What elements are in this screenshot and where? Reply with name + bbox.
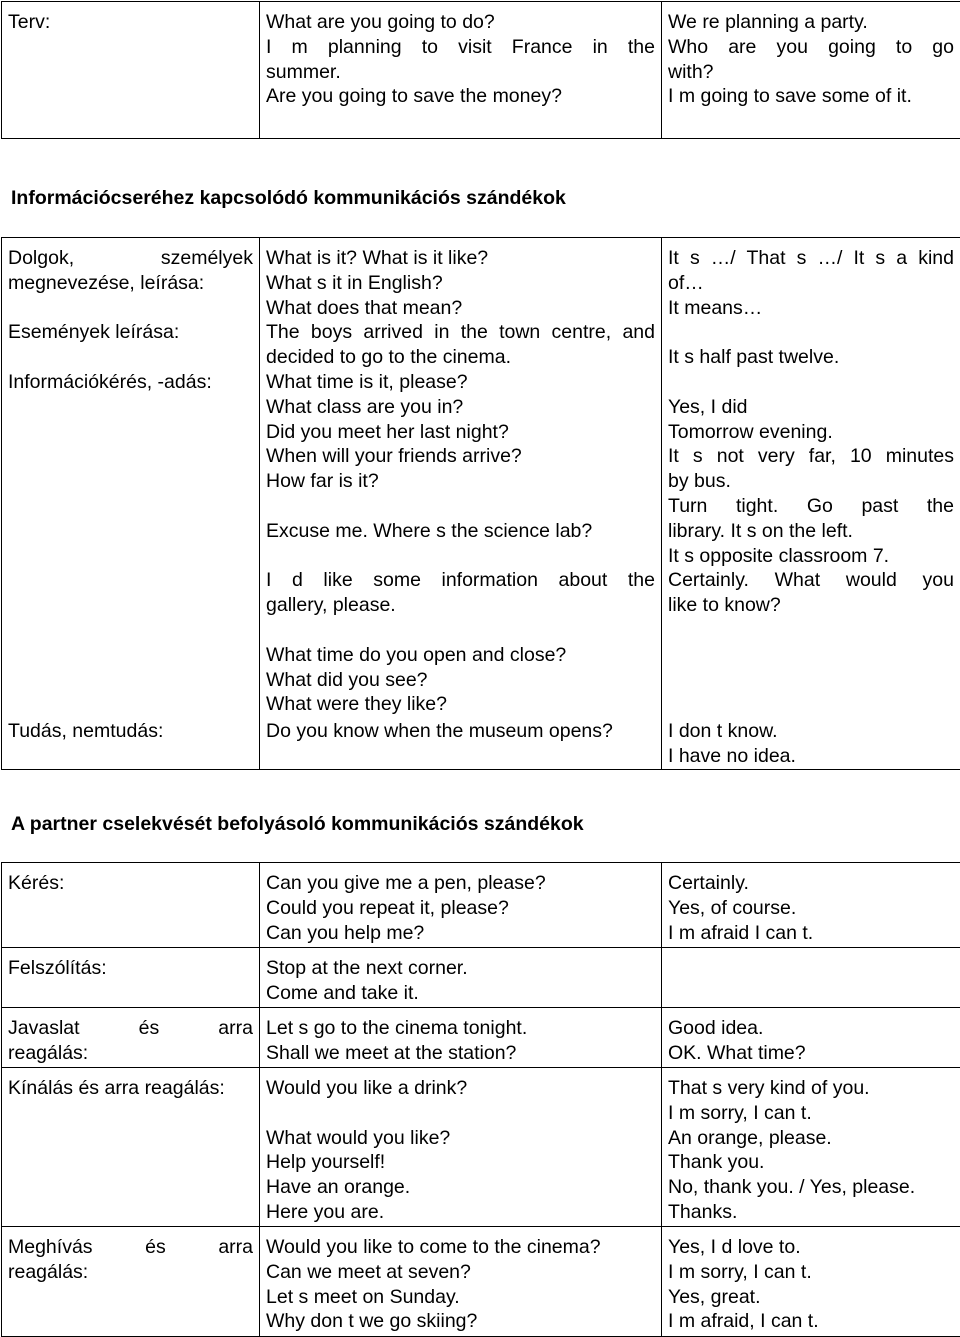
example-line: Could you repeat it, please? (266, 896, 655, 921)
response-line: We re planning a party. (668, 10, 954, 35)
response-line: library. It s on the left. (668, 519, 954, 544)
response-line: Good idea. (668, 1016, 954, 1041)
table-row (2, 1068, 960, 1227)
example-cell (260, 1008, 662, 1068)
table-row (2, 948, 960, 1008)
example-line: Help yourself! (266, 1150, 655, 1175)
row-label: Terv: (8, 10, 253, 35)
example-line: What time do you open and close? (266, 643, 655, 668)
row-label-cell (2, 1068, 260, 1227)
table-row (2, 2, 960, 139)
example-cell (260, 320, 662, 370)
example-cell (260, 1227, 662, 1337)
example-line: What is it? What is it like? (266, 246, 655, 271)
example-line: What class are you in? (266, 395, 655, 420)
response-cell (662, 863, 960, 948)
response-line: by bus. (668, 469, 954, 494)
row-label-cell (2, 1227, 260, 1337)
response-cell (662, 948, 960, 1008)
response-line: I m afraid I can t. (668, 921, 954, 946)
response-line: OK. What time? (668, 1041, 954, 1066)
influence-table (1, 862, 960, 1337)
response-cell (662, 1227, 960, 1337)
row-label: reagálás: (8, 1041, 253, 1066)
table-row (2, 717, 960, 769)
example-cell (260, 717, 662, 769)
response-cell (662, 238, 960, 718)
response-cell (662, 1068, 960, 1227)
example-line: Stop at the next corner. (266, 956, 655, 981)
response-line (668, 370, 954, 395)
example-cell (260, 238, 662, 321)
response-line: of… (668, 271, 954, 296)
example-cell (260, 948, 662, 1008)
row-label-cell (2, 238, 260, 321)
response-line: It means… (668, 296, 954, 321)
row-label: Információkérés, -adás: (8, 370, 253, 395)
response-line: It s opposite classroom 7. (668, 544, 954, 569)
example-line: summer. (266, 60, 655, 85)
example-line: What are you going to do? (266, 10, 655, 35)
row-label-cell (2, 2, 260, 139)
table-row (2, 1227, 960, 1337)
example-line: decided to go to the cinema. (266, 345, 655, 370)
response-line: Certainly. (668, 871, 954, 896)
example-line: The boys arrived in the town centre, and (266, 320, 655, 345)
response-line: Thank you. (668, 1150, 954, 1175)
example-line: Would you like a drink? (266, 1076, 655, 1101)
section-heading: Információcseréhez kapcsolódó kommunikációs szándékok (11, 187, 566, 210)
example-cell (260, 370, 662, 717)
section-heading: A partner cselekvését befolyásoló kommunikációs szándékok (11, 813, 584, 836)
example-line: Have an orange. (266, 1175, 655, 1200)
response-line: I m afraid, I can t. (668, 1309, 954, 1334)
example-cell (260, 1068, 662, 1227)
plan-table (1, 1, 960, 139)
row-label-cell (2, 863, 260, 948)
row-label: reagálás: (8, 1260, 253, 1285)
response-line: Turn tight. Go past the (668, 494, 954, 519)
response-cell (662, 1008, 960, 1068)
example-line: When will your friends arrive? (266, 444, 655, 469)
row-label: Meghívás és arra (8, 1235, 253, 1260)
row-label-cell (2, 320, 260, 370)
response-line: That s very kind of you. (668, 1076, 954, 1101)
example-line: Did you meet her last night? (266, 420, 655, 445)
response-line: with? (668, 60, 954, 85)
example-line: Would you like to come to the cinema? (266, 1235, 655, 1260)
info-exchange-table (1, 237, 960, 770)
example-line: I m planning to visit France in the (266, 35, 655, 60)
response-line: Who are you going to go (668, 35, 954, 60)
response-line: Yes, I d love to. (668, 1235, 954, 1260)
example-line: What does that mean? (266, 296, 655, 321)
response-line: It s half past twelve. (668, 345, 954, 370)
response-line: Yes, great. (668, 1285, 954, 1310)
example-line: What s it in English? (266, 271, 655, 296)
example-line: Do you know when the museum opens? (266, 719, 655, 744)
row-label: Javaslat és arra (8, 1016, 253, 1041)
example-line: Excuse me. Where s the science lab? (266, 519, 655, 544)
response-cell (662, 2, 960, 139)
response-line: I don t know. (668, 719, 954, 744)
row-label-cell (2, 370, 260, 717)
example-line: Shall we meet at the station? (266, 1041, 655, 1066)
response-line: An orange, please. (668, 1126, 954, 1151)
row-label: Dolgok, személyek (8, 246, 253, 271)
example-cell (260, 863, 662, 948)
row-label: Események leírása: (8, 320, 253, 345)
example-line: gallery, please. (266, 593, 655, 618)
row-label: Tudás, nemtudás: (8, 719, 253, 744)
example-line: Here you are. (266, 1200, 655, 1225)
row-label: Felszólítás: (8, 956, 253, 981)
response-line: Yes, of course. (668, 896, 954, 921)
response-line: I m going to save some of it. (668, 84, 954, 109)
row-label: megnevezése, leírása: (8, 271, 253, 296)
response-line: I have no idea. (668, 744, 954, 769)
example-line: I d like some information about the (266, 568, 655, 593)
example-cell (260, 2, 662, 139)
example-line: Let s meet on Sunday. (266, 1285, 655, 1310)
table-row (2, 863, 960, 948)
example-line: Can you help me? (266, 921, 655, 946)
response-line: I m sorry, I can t. (668, 1260, 954, 1285)
example-line: Are you going to save the money? (266, 84, 655, 109)
table-row (2, 1008, 960, 1068)
response-line: It s …/ That s …/ It s a kind (668, 246, 954, 271)
row-label: Kérés: (8, 871, 253, 896)
response-line: Yes, I did (668, 395, 954, 420)
response-line: like to know? (668, 593, 954, 618)
row-label-cell (2, 948, 260, 1008)
example-line: What would you like? (266, 1126, 655, 1151)
example-line: How far is it? (266, 469, 655, 494)
example-line: Let s go to the cinema tonight. (266, 1016, 655, 1041)
response-line: Certainly. What would you (668, 568, 954, 593)
row-label: Kínálás és arra reagálás: (8, 1076, 253, 1101)
row-label-cell (2, 717, 260, 769)
example-line: Why don t we go skiing? (266, 1309, 655, 1334)
response-line: No, thank you. / Yes, please. (668, 1175, 954, 1200)
response-cell (662, 717, 960, 769)
example-line: Come and take it. (266, 981, 655, 1006)
example-line: What did you see? (266, 668, 655, 693)
row-label-cell (2, 1008, 260, 1068)
response-line: Thanks. (668, 1200, 954, 1225)
example-line: What time is it, please? (266, 370, 655, 395)
response-line: Tomorrow evening. (668, 420, 954, 445)
response-line: I m sorry, I can t. (668, 1101, 954, 1126)
example-line: Can we meet at seven? (266, 1260, 655, 1285)
response-line: It s not very far, 10 minutes (668, 444, 954, 469)
example-line: What were they like? (266, 692, 655, 717)
table-row (2, 238, 960, 321)
example-line: Can you give me a pen, please? (266, 871, 655, 896)
